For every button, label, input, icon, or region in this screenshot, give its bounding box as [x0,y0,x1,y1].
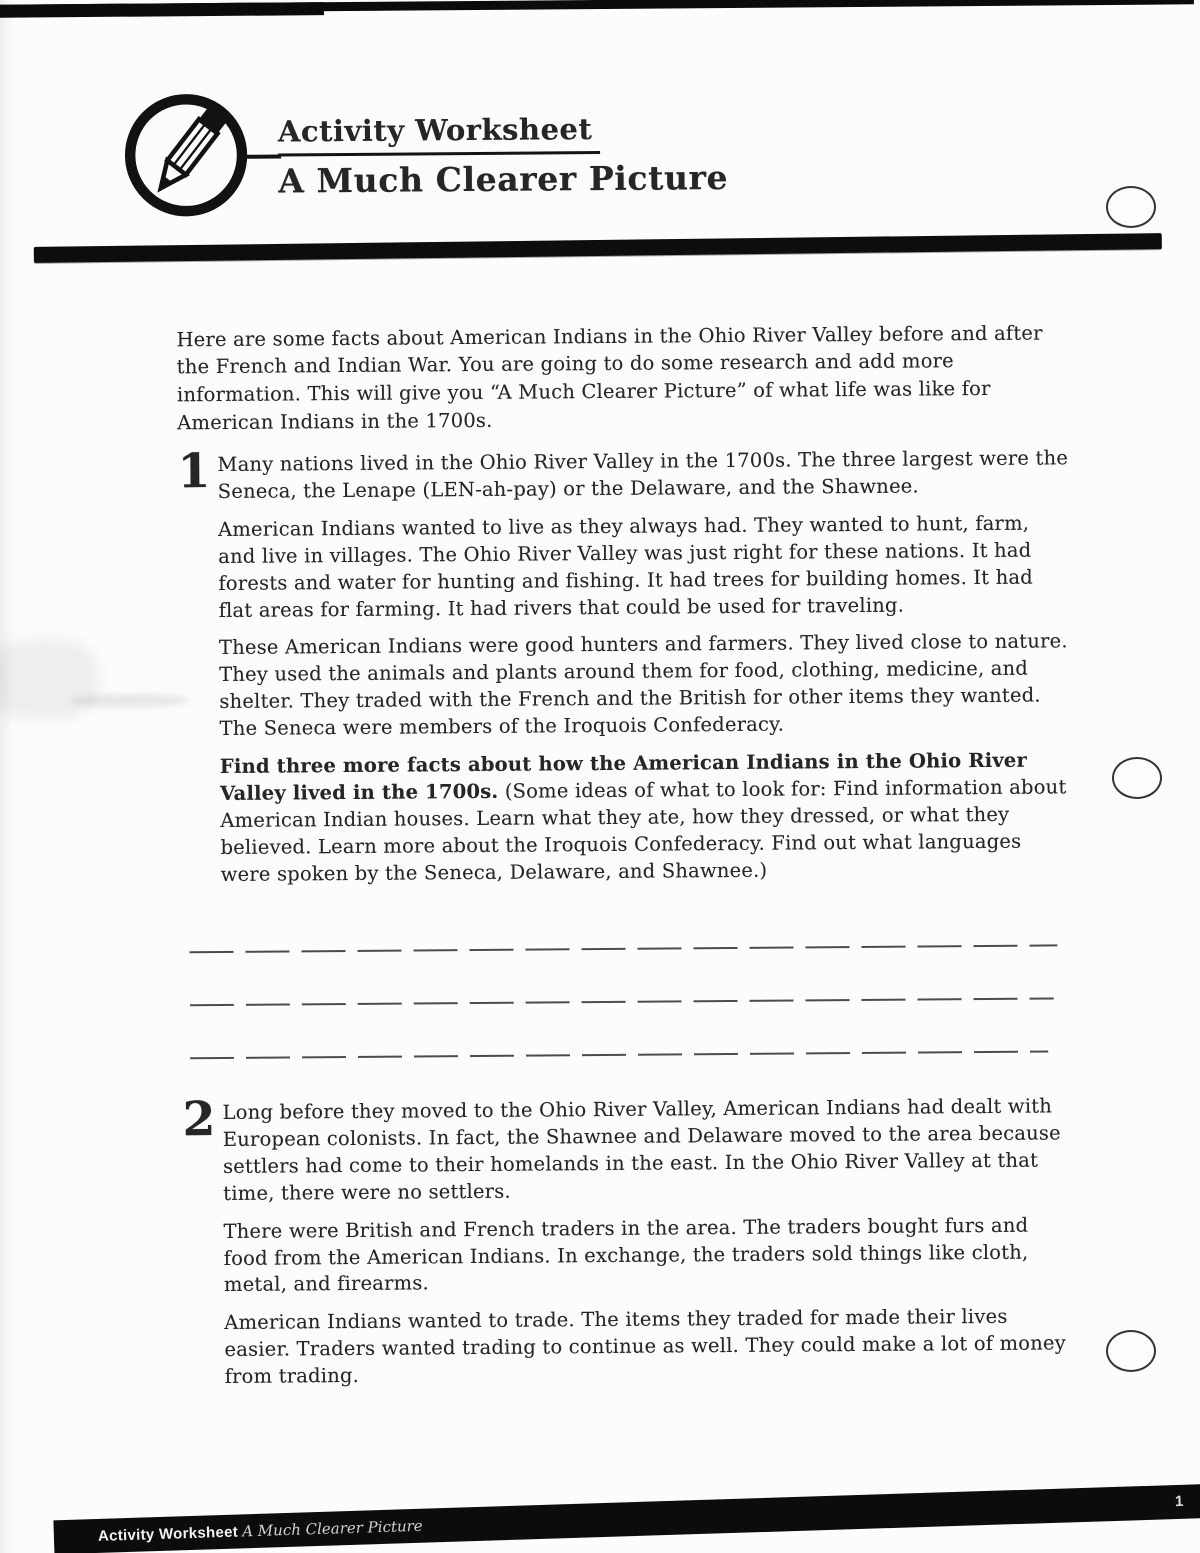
answer-line-3 [190,1050,1048,1059]
kicker-underline-connector [243,154,281,158]
scan-smudge-small [69,693,189,708]
pencil-icon [121,89,252,222]
worksheet-kicker: Activity Worksheet [278,114,601,156]
section-2-paragraph-3: American Indians wanted to trade. The items they traded for made their lives easier. Traders wanted trading to continue as well. They could make a lot of money from trading. [224,1305,1066,1389]
hole-punch-middle [1112,757,1162,799]
header-divider-bar [34,233,1162,263]
footer-page-number: 1 [1174,1492,1184,1511]
answer-lines [189,944,1058,1110]
scan-top-edge-thick [0,2,324,18]
section-1-paragraph-2: American Indians wanted to live as they always had. They wanted to hunt, farm, and live in villages. The Ohio River Valley was just right for these nations. It had forests and water for hunting and fishing. It had trees for building homes. It had flat areas for farming. It had rivers that could be used for traveling. [217,511,1034,622]
section-1 [177,445,1072,900]
prompt-bold-text: Find three more facts about how the American Indians in the Ohio River Valley lived in the 1700s. [219,748,1028,805]
pencil-logo [121,89,252,222]
section-2 [183,1093,1077,1402]
hole-punch-bottom [1106,1330,1156,1372]
scan-left-edge-shade [0,0,14,1553]
footer-label: Activity Worksheet [97,1523,239,1545]
page-title: A Much Clearer Picture [278,157,729,201]
intro-paragraph: Here are some facts about American Indians in the Ohio River Valley before and after the French and Indian War. You are going to do some research and add more information. This will give you “A Much Clearer Picture” of what life was like for American Indians in the 1700s. [176,321,1043,434]
section-1-number: 1 [177,444,211,500]
answer-line-1 [189,944,1057,953]
prompt-hint-text: (Some ideas of what to look for: Find information about American Indian houses. Learn what they ate, how they dressed, or what they believed. Learn more about the Iroquois Confederacy. Find out what languages were spoken by the Seneca, Delaware, and Shawnee.) [220,775,1067,886]
answer-line-2 [190,997,1054,1006]
footer-bar [53,1484,1200,1553]
section-1-paragraph-1: Many nations lived in the Ohio River Valley in the 1700s. The three largest were the Seneca, the Lenape (LEN-ah-pay) or the Delaware, and the Shawnee. [217,446,1069,503]
section-1-paragraph-3: These American Indians were good hunters and farmers. They lived close to nature. They used the animals and plants around them for food, clothing, medicine, and shelter. They traded with the French and the British for other items they wanted. The Seneca were members of the Iroquois Confederacy. [218,629,1068,741]
section-2-number: 2 [182,1092,216,1148]
section-2-paragraph-1: Long before they moved to the Ohio River Valley, American Indians had dealt with European colonists. In fact, the Shawnee and Delaware moved to the area because settlers had come to their homelands in the east. In the Ohio River Valley at that time, there were no settlers. [222,1094,1061,1205]
hole-punch-top [1106,186,1156,228]
scan-smudge [0,639,100,720]
footer-worksheet-title: A Much Clearer Picture [241,1516,423,1541]
section-2-paragraph-2: There were British and French traders in the area. The traders bought furs and food from the American Indians. In exchange, the traders sold things like cloth, metal, and firearms. [223,1213,1029,1297]
research-prompt [220,747,1073,888]
